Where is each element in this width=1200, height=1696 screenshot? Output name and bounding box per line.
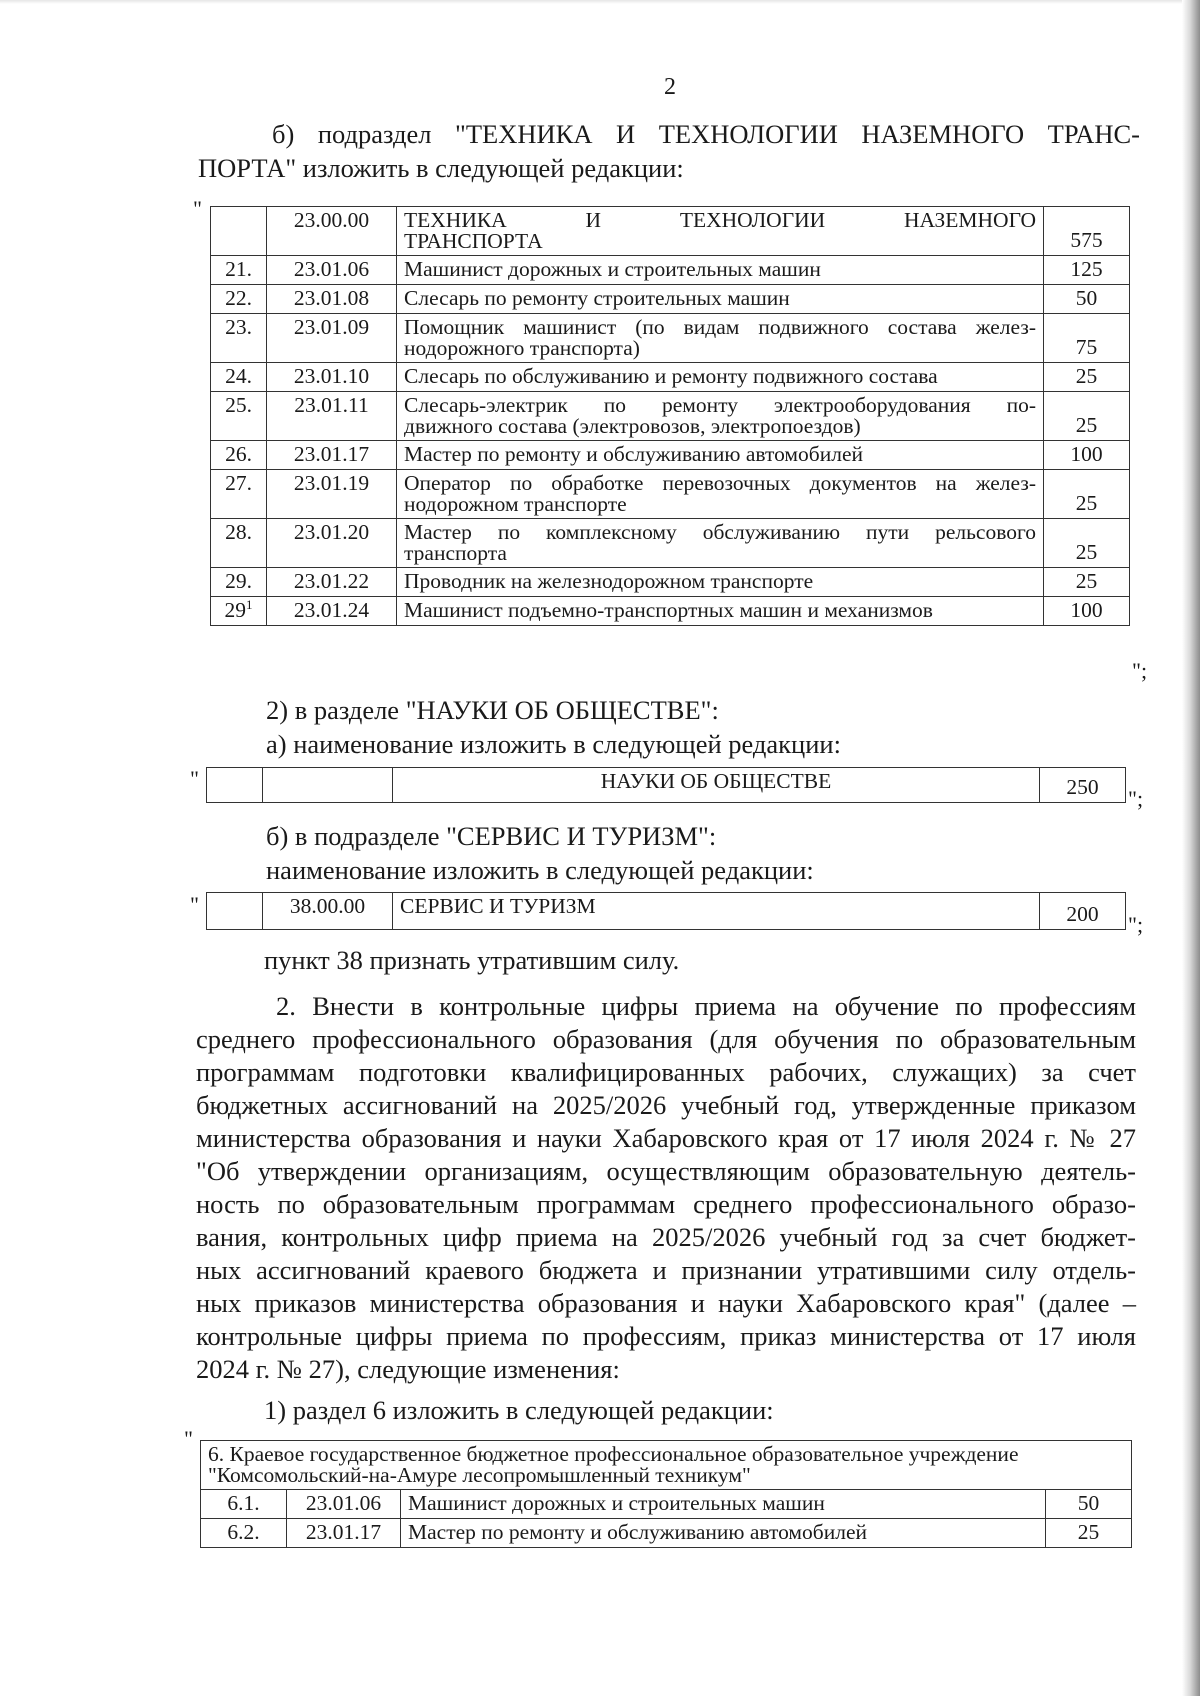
table-row: 21. 23.01.06 Машинист дорожных и строительных машин 125: [211, 256, 1130, 285]
table-row: $29^1$ 23.01.24 Машинист подъемно-транспортных машин и механизмов 100: [211, 597, 1130, 626]
section2b-line1: б) в подразделе "СЕРВИС И ТУРИЗМ":: [266, 821, 717, 851]
table-institution-6: [200, 1440, 1132, 1548]
table-header-row: [201, 1441, 1132, 1490]
quote-open: ": [184, 1426, 193, 1451]
intro-b-line1: б) подраздел "ТЕХНИКА И ТЕХНОЛОГИИ НАЗЕМНОГО ТРАНС-: [272, 119, 1140, 149]
table-row: 29. 23.01.22 Проводник на железнодорожном транспорте 25: [211, 568, 1130, 597]
quote-close: ";: [1132, 658, 1148, 683]
section2b-line2: наименование изложить в следующей редакции:: [266, 855, 814, 885]
institution-name-line2: "Комсомольский-на-Амуре лесопромышленный техникум": [208, 1463, 751, 1487]
scan-edge-right: [1182, 0, 1200, 1696]
quote-close: ";: [1128, 786, 1144, 811]
table-ground-transport: [210, 206, 1130, 626]
table-social-sciences: [206, 767, 1126, 803]
table-row: 23. 23.01.09 Помощник машинист (по видам подвижного состава желез- нодорожного транспорта) 75: [211, 314, 1130, 363]
table-header-row: [211, 207, 1130, 256]
table-row: 26. 23.01.17 Мастер по ремонту и обслуживанию автомобилей 100: [211, 441, 1130, 470]
table-cell-num: [211, 207, 267, 256]
table-row: 6.2. 23.01.17 Мастер по ремонту и обслуживанию автомобилей 25: [201, 1519, 1132, 1548]
quote-open: ": [190, 766, 199, 791]
section2-heading: 2) в разделе "НАУКИ ОБ ОБЩЕСТВЕ":: [266, 695, 719, 725]
table-row: 38.00.00 СЕРВИС И ТУРИЗМ 200: [207, 893, 1126, 930]
page-number: 2: [664, 74, 676, 100]
scan-edge-top: [0, 0, 1200, 4]
quote-open: ": [190, 892, 199, 917]
section2-item-a: а) наименование изложить в следующей редакции:: [266, 729, 841, 759]
table-cell-value: 575: [1044, 207, 1130, 256]
table-row: 6.1. 23.01.06 Машинист дорожных и строительных машин 50: [201, 1490, 1132, 1519]
table-row: НАУКИ ОБ ОБЩЕСТВЕ 250: [207, 768, 1126, 803]
intro-b-line2: ПОРТА" изложить в следующей редакции:: [198, 153, 684, 183]
table-row: 25. 23.01.11 Слесарь-электрик по ремонту электрооборудования по- движного состава (электровозов, электропоездов) 25: [211, 392, 1130, 441]
table-cell-code: 23.00.00: [267, 207, 397, 256]
table-row: 28. 23.01.20 Мастер по комплексному обслуживанию пути рельсового транспорта 25: [211, 519, 1130, 568]
table-row: 24. 23.01.10 Слесарь по обслуживанию и ремонту подвижного состава 25: [211, 363, 1130, 392]
document-page: 2 б) подраздел "ТЕХНИКА И ТЕХНОЛОГИИ НАЗЕМНОГО ТРАНС- ПОРТА" изложить в следующей редакции: " 23.00.00 ТЕХНИКА И ТЕХНОЛОГИИ НАЗЕМНОГО ТРАНСПОРТА 575 21. 23.01.06 Машинист дорожных и строительных машин 125 22. 23.01.08 Слесарь по ремонту строительных машин 50 23. 23.01.09 Помощник машинист (по видам подвижного состава желез- нодорожного транспорта) 75 24. 23.01.10 Слесарь по обслуживанию и ремонту подвижного состава 25 25. 23.01.11 Слесарь-электрик по ремонту электрооборудования по- движного состава (электровозов, электропоездов) 25 26. 23.01.17 Мастер по ремонту и обслуживанию автомобилей 100 27. 23.01.19 Оператор по обработке перевозочных документов на желез- нодорожном транспорте 25 28. 23.01.20 Мастер по комплексному обслуживанию пути рельсового транспорта 25 29. 23.01.22 Проводник на железнодорожном транспорте 25 $29^1$ 23.01.24 Машинист подъемно-транспортных машин и механизмов 100 "; 2) в разделе "НАУКИ ОБ ОБЩЕСТВЕ": а) наименование изложить в следующей редакции: " НАУКИ ОБ ОБЩЕСТВЕ 250 "; б) в подразделе "СЕРВИС И ТУРИЗМ": наименование изложить в следующей редакции: " 38.00.00 СЕРВИС И ТУРИЗМ 200 "; пункт 38 признать утратившим силу. 2. Внести в контрольные цифры приема на обучение по профессиям среднего профессионального образования (для обучения по образовательным программам подготовки квалифицированных рабочих, служащих) за счет бюджетных ассигнований на 2025/2026 учебный год, утвержденные приказом министерства образования и науки Хабаровского края от 17 июля 2024 г. № 27 "Об утверждении организациям, осуществляющим образовательную деятель- ность по образовательным программам среднего профессионального образо- вания, контрольных цифр приема на 2025/2026 учебный год за счет бюджет- ных ассигнований краевого бюджета и признании утратившими силу отдель- ных приказов министерства образования и науки Хабаровского края" (далее – контрольные цифры приема по профессиям, приказ министерства от 17 июля 2024 г. № 27), следующие изменения: 1) раздел 6 изложить в следующей редакции: " 6. Краевое государственное бюджетное профессиональное образовательное учреждение "Комсомольский-на-Амуре лесопромышленный техникум" 6.1. 23.01.06 Машинист дорожных и строительных машин 50 6.2. 23.01.17 Мастер по ремонту и обслуживанию автомобилей 25: [0, 0, 1200, 1696]
table-cell-name: ТЕХНИКА И ТЕХНОЛОГИИ НАЗЕМНОГО ТРАНСПОРТА: [397, 207, 1044, 256]
quote-open: ": [193, 196, 202, 221]
institution-name-line1: 6. Краевое государственное бюджетное профессиональное образовательное учреждение: [208, 1442, 1019, 1466]
point-38: пункт 38 признать утратившим силу.: [264, 945, 680, 975]
quote-close: ";: [1128, 912, 1144, 937]
table-service-tourism: [206, 892, 1126, 930]
table-row: 27. 23.01.19 Оператор по обработке перевозочных документов на желез- нодорожном транспорте 25: [211, 470, 1130, 519]
section1-heading: 1) раздел 6 изложить в следующей редакции:: [264, 1395, 774, 1425]
table-row: 22. 23.01.08 Слесарь по ремонту строительных машин 50: [211, 285, 1130, 314]
